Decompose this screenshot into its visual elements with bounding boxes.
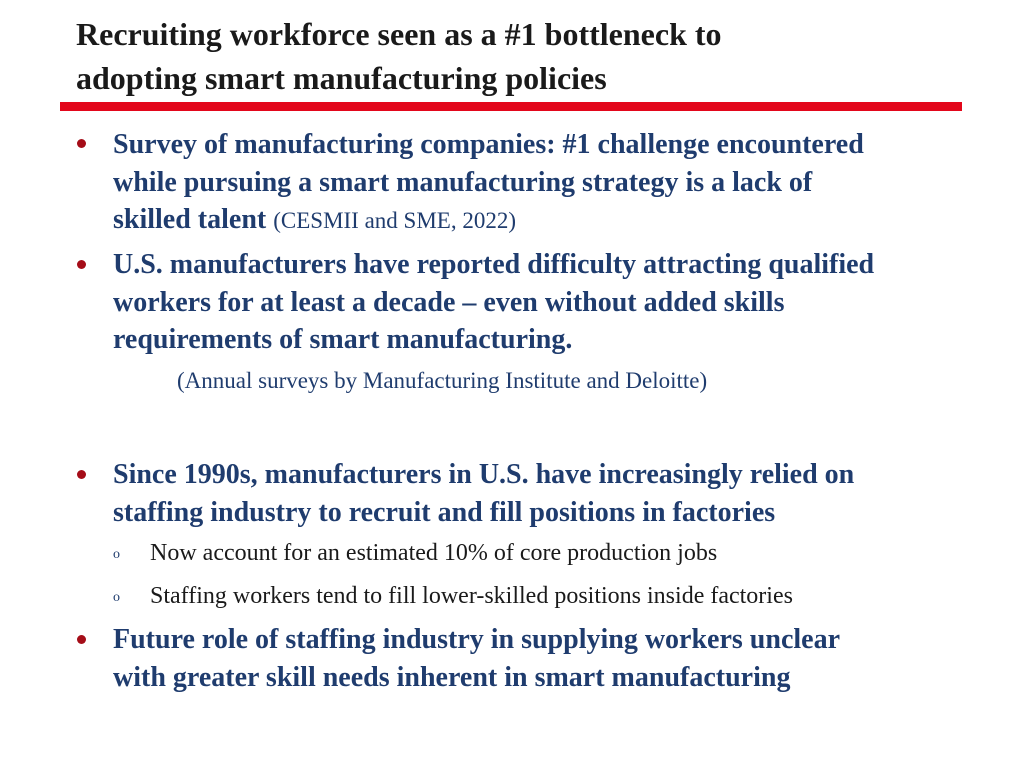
bullet-4 [113, 621, 973, 696]
bullet-1 [113, 126, 973, 240]
bullet-1-line-2: while pursuing a smart manufacturing strategy is a lack of [113, 166, 813, 198]
bullet-2-line-3: requirements of smart manufacturing. [113, 324, 573, 355]
sub-bullet-2: Staffing workers tend to fill lower-skilled positions inside factories [150, 583, 793, 609]
source-note: (Annual surveys by Manufacturing Institute and Deloitte) [177, 368, 708, 393]
bullet-marker-4 [77, 635, 86, 644]
bullet-1-line-1: Survey of manufacturing companies: #1 challenge encountered [113, 129, 864, 160]
title-line-2: adopting smart manufacturing policies [76, 60, 607, 96]
bullet-marker-1 [77, 139, 86, 148]
sub-bullet-marker-1: o [113, 547, 120, 562]
bullet-1-citation: (CESMII and SME, 2022) [273, 208, 517, 233]
bullet-2-line-1: U.S. manufacturers have reported difficulty attracting qualified [113, 249, 875, 280]
sub-bullet-1: Now account for an estimated 10% of core production jobs [150, 540, 718, 566]
bullet-3-line-1: Since 1990s, manufacturers in U.S. have increasingly relied on [113, 459, 855, 490]
bullet-4-line-2: with greater skill needs inherent in smart manufacturing [113, 661, 791, 693]
bullet-3-line-2: staffing industry to recruit and fill positions in factories [113, 496, 776, 528]
sub-bullet-marker-2: o [113, 590, 120, 605]
bullet-marker-2 [77, 260, 86, 269]
bullet-marker-3 [77, 470, 86, 479]
title-divider [60, 102, 962, 111]
bullet-2 [113, 246, 973, 359]
slide-title [76, 12, 976, 100]
bullet-1-line-3: skilled talent [113, 204, 267, 235]
bullet-3 [113, 456, 973, 531]
bullet-2-line-2: workers for at least a decade – even without added skills [113, 286, 785, 318]
title-line-1: Recruiting workforce seen as a #1 bottleneck to [76, 16, 722, 52]
bullet-4-line-1: Future role of staffing industry in supplying workers unclear [113, 624, 841, 655]
